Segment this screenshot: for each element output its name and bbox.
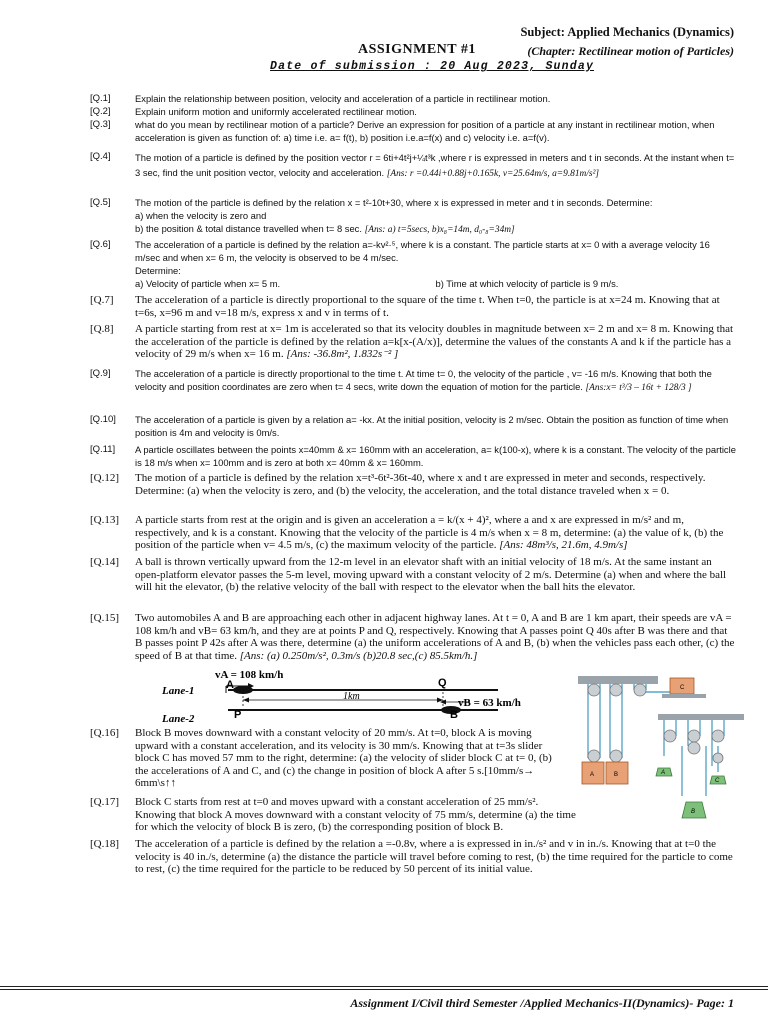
ceiling-right: [658, 714, 744, 720]
answer-text: [Ans: -36.8m², 1.832s⁻² ]: [286, 348, 399, 361]
car-b-label: B: [450, 709, 458, 721]
question-text: Block B moves downward with a constant velocity of 20 mm/s. At t=0, block A is moving upward with a constant acceleration, and its velocity is 30 mm/s. Knowing that at t=3s slider block C has moved 57 mm to the right, determine: (a) the velocity of slider block C at t= 0, (b) the accelerations of A and C, and (c) the change in position of block A after 5 s.[10mm/s→ 6mm\s↑↑: [135, 727, 552, 790]
distance-arrow-left: [243, 698, 249, 703]
question-11: [90, 443, 736, 469]
question-number: [Q.6]: [90, 239, 111, 250]
question-number: [Q.18]: [90, 838, 120, 850]
question-text: The acceleration of a particle is directly proportional to the square of the time t. When t=0, the particle is at x=24 m. Knowing that at t=6s, x=96 m and v=18 m/s, express x and v in terms of t.: [135, 294, 720, 319]
question-text: A particle starts from rest at the origin and is given an acceleration a = k/(x + 4)², where a and x are expressed in m/s² and m, respectively, and k is a constant. Knowing that the velocity of the particle is 4 m/s when x = 8 m, determine: (a) the value of k, (b) the position of the particle when v= 4.5 m/s, (c) the maximum velocity of the particle.: [135, 514, 724, 552]
question-number: [Q.9]: [90, 368, 111, 379]
highway-lanes-figure: [158, 666, 538, 726]
pulleys-left: [588, 684, 646, 762]
block-b-left-label: B: [614, 772, 619, 778]
question-number: [Q.4]: [90, 151, 111, 162]
question-text: The acceleration of a particle is given by a relation a= -kx. At the initial position, velocity is 2 m/sec. Obtain the position as function of time when position is 4m and velocity is 0m/s.: [135, 414, 729, 438]
answer-text: [Ans:x= t³/3 – 16t + 128/3 ]: [585, 383, 692, 393]
question-text: A ball is thrown vertically upward from the 12-m level in an elevator shaft with an initial velocity of 18 m/s. At the same instant an open-platform elevator passes the 5-m level, moving upward with a constant velocity of 2 m/s. Determine (a) when and where the ball will hit the elevator, (b) the relative velocity of the ball with respect to the elevator when the ball hits the elevator.: [135, 556, 727, 594]
answer-text: [Ans: a) t=5secs, b)x₈=14m, d₀-₈=34m]: [364, 225, 515, 235]
distance-label: 1km: [343, 691, 360, 702]
question-text: what do you mean by rectilinear motion of a particle? Derive an expression for position of a particle at any instant in rectilinear motion, when acceleration is given as function of: a) time i.e. a= f(t), b) position i.e.a=f(x) and c) velocity i.e. a=f(v).: [135, 119, 715, 143]
question-6: [90, 238, 736, 290]
question-17: [90, 796, 580, 834]
question-text: Explain the relationship between position, velocity and acceleration of a particle in rectilinear motion.: [135, 93, 551, 104]
block-a-right-label: A: [661, 770, 666, 776]
page-footer: Assignment I/Civil third Semester /Applied Mechanics-II(Dynamics)- Page: 1: [350, 996, 734, 1010]
question-number: [Q.8]: [90, 323, 114, 335]
assignment-title: ASSIGNMENT #1: [358, 42, 476, 57]
question-7: [90, 294, 736, 319]
question-number: [Q.1]: [90, 93, 111, 104]
question-text: The acceleration of a particle is directly proportional to the time t. At time t= 0, the velocity of the particle , v= -16 m/s. Knowing that both the velocity and position coordinates are zero when t= 4 secs, write down the equation of motion for the particle.: [135, 368, 712, 392]
question-1: [90, 92, 736, 105]
block-b-right-label: B: [691, 809, 696, 815]
block-a-left-label: A: [590, 772, 595, 778]
footer-rule: [0, 989, 768, 990]
question-16: [90, 727, 560, 790]
question-3: [90, 118, 736, 144]
slider-surface: [662, 694, 706, 698]
pulley-system-figure: [578, 676, 746, 826]
question-number: [Q.12]: [90, 472, 120, 484]
determine-label: Determine:: [135, 265, 181, 276]
question-15: [90, 612, 736, 662]
question-number: [Q.15]: [90, 612, 120, 624]
question-text: Block C starts from rest at t=0 and moves upward with a constant acceleration of 25 mm/s². Knowing that block A moves downward with a constant velocity of 75 mm/s, determine (a) the time for which the velocity of block B is zero, (b) the corresponding position of block B.: [135, 796, 576, 834]
answer-text: [Ans: 48m³/s, 21.6m, 4.9m/s]: [499, 539, 628, 552]
part-a: a) Velocity of particle when x= 5 m.: [135, 278, 281, 289]
part-a: a) when the velocity is zero and: [135, 210, 267, 221]
question-text: The acceleration of a particle is defined by the relation a=-kv²·⁵, where k is a constant. The particle starts at x= 0 with a average velocity 16 m/sec and when x= 6 m, the velocity is observed to be 4 m/sec.: [135, 239, 710, 263]
ceiling-left: [578, 676, 658, 684]
question-13: [90, 514, 736, 552]
question-text: The acceleration of a particle is defined by the relation a =-0.8v, where a is expressed in in./s² and v in in./s. Knowing that at t=0 the velocity is 40 in./s, determine (a) the distance the particle will travel before coming to rest, (b) the time required for the particle to come to rest, (c) the time required for the particle to be reduced by 50 percent of its initial value.: [135, 838, 733, 876]
question-number: [Q.3]: [90, 119, 111, 130]
question-9: [90, 367, 736, 395]
va-label: vA = 108 km/h: [215, 669, 284, 681]
question-number: [Q.16]: [90, 727, 120, 739]
question-number: [Q.11]: [90, 444, 116, 455]
question-4: [90, 150, 736, 182]
question-8: [90, 323, 736, 361]
submission-date: Date of submission : 20 Aug 2023, Sunday: [270, 60, 595, 73]
pulleys-right: [664, 730, 724, 763]
question-5: [90, 196, 736, 237]
question-2: [90, 105, 736, 118]
question-12: [90, 472, 736, 497]
question-number: [Q.10]: [90, 414, 116, 425]
lane-2-label: Lane-2: [162, 713, 195, 725]
question-14: [90, 556, 736, 594]
question-number: [Q.14]: [90, 556, 120, 568]
car-a-label: A: [226, 679, 234, 691]
answer-text: [Ans: (a) 0.250m/s², 0.3m/s (b)20.8 sec,(c) 85.5km/h.]: [239, 649, 478, 662]
point-p-label: P: [234, 709, 242, 721]
question-text: A particle oscillates between the points x=40mm & x= 160mm with an acceleration, a= k(100-x), where k is a constant. The velocity of the particle is 18 m/s when x= 100mm and is zero at both x= 40mm & x= 160mm.: [135, 444, 736, 468]
question-number: [Q.13]: [90, 514, 120, 526]
point-q-label: Q: [438, 677, 447, 689]
question-text: Explain uniform motion and uniformly accelerated rectilinear motion.: [135, 106, 417, 117]
question-number: [Q.17]: [90, 796, 120, 808]
question-number: [Q.7]: [90, 294, 114, 306]
question-text: The motion of the particle is defined by the relation x = t²-10t+30, where x is expressed in meter and t in seconds. Determine:: [135, 197, 653, 208]
question-10: [90, 413, 736, 439]
question-number: [Q.2]: [90, 106, 111, 117]
slider-block-c-label: C: [680, 685, 685, 691]
question-text: The motion of a particle is defined by the position vector r = 6ti+4t²j+¼t³k ,where r is expressed in meters and t in seconds. At the instant when t= 3 sec, find the unit position vector, velocity and acceleration.: [135, 152, 735, 178]
block-c-right-label: C: [715, 778, 720, 784]
footer-rule: [0, 986, 768, 987]
question-18: [90, 838, 736, 876]
question-text: A particle starting from rest at x= 1m is accelerated so that its velocity doubles in magnitude between x= 2 m and x= 8 m. Knowing that the acceleration of the particle is defined by the relation a=k[x-(A/x)], determine the values of the constants A and k if the particle has a velocity of 29 m/s when x= 16 m.: [135, 323, 734, 361]
chapter-line: (Chapter: Rectilinear motion of Particles): [527, 44, 734, 58]
part-b: b) the position & total distance travelled when t= 8 sec.: [135, 223, 362, 234]
question-number: [Q.5]: [90, 197, 111, 208]
subject-line: Subject: Applied Mechanics (Dynamics): [520, 25, 734, 39]
vb-label: vB = 63 km/h: [458, 697, 521, 709]
answer-text: [Ans: r =0.44i+0.88j+0.165k, v=25.64m/s, a=9.81m/s²]: [386, 169, 600, 179]
part-b: b) Time at which velocity of particle is 9 m/s.: [435, 278, 619, 289]
lane-1-label: Lane-1: [162, 685, 195, 697]
question-text: The motion of a particle is defined by the relation x=t³-6t²-36t-40, where x and t are expressed in meter and seconds, respectively. Determine: (a) when the velocity is zero, and (b) the velocity, the acceleration, and the total distance traveled when x = 0.: [135, 472, 706, 497]
question-text: Two automobiles A and B are approaching each other in adjacent highway lanes. At t = 0, A and B are 1 km apart, their speeds are vA = 108 km/h and vB= 63 km/h, and they are at points P and Q, respectively. Knowing that A passes point Q 40s after B was there and that B passes point P 42s after A was there, determine (a) the uniform accelerations of A and B, (b) when the vehicles pass each other, (c) the speed of B at that time.: [135, 612, 735, 662]
